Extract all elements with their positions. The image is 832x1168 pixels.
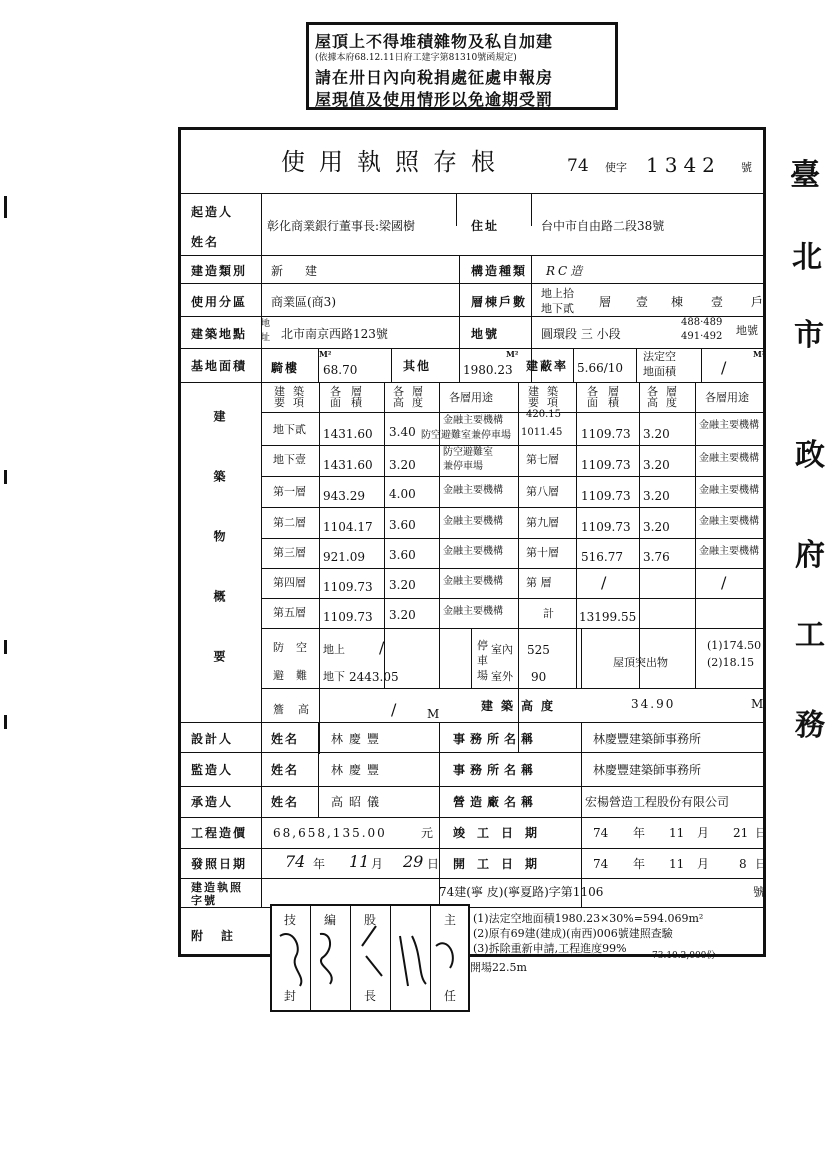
col-line	[573, 348, 574, 382]
supervisor-office: 林慶豐建築師事務所	[593, 763, 702, 777]
unit-month: 月	[697, 857, 710, 871]
parking-indoor-label: 室內	[491, 643, 513, 656]
remark-3: (3)拆除重新申請,工程進度99%	[473, 942, 627, 955]
row-line	[181, 907, 763, 908]
floor-area: 1431.60	[323, 458, 373, 472]
lot-numbers-bottom: 491·492	[681, 331, 723, 342]
eave-label: 簷高	[273, 703, 323, 716]
location-label: 建築地點	[191, 327, 248, 341]
handwritten-signatures	[272, 906, 468, 1010]
remark-2: (2)原有69建(建成)(南西)006號建照查驗	[473, 927, 673, 940]
floor-height: 3.40	[389, 425, 416, 439]
floor-area: /	[601, 573, 607, 592]
start-date-label: 開工日期	[453, 857, 550, 871]
floor-height: 4.00	[389, 487, 416, 501]
row-line	[261, 445, 763, 446]
approval-cell: 股	[364, 913, 377, 927]
applicant-address: 台中市自由路二段38號	[541, 219, 665, 233]
roof-value-2: (2)18.15	[707, 656, 755, 669]
supervisor-label: 監造人	[191, 763, 234, 777]
floor-area: 921.09	[323, 550, 365, 564]
lot-numbers-top: 488·489	[681, 317, 723, 328]
permit-label: 建造執照	[191, 881, 243, 894]
floor-name: 第八層	[526, 485, 559, 498]
floors-col-area: 各層面積	[330, 385, 372, 409]
permit-suffix-ref: 號	[753, 885, 766, 899]
floor-use: 金融主要機構	[699, 485, 759, 496]
floor-use: 金融主要機構	[443, 546, 503, 557]
floor-height: 3.20	[643, 520, 670, 534]
remark-1: (1)法定空地面積1980.23×30%=594.069m²	[473, 912, 704, 925]
floors-col-height: 各層高度	[393, 385, 431, 409]
floor-use: 金融主要機構	[699, 516, 759, 527]
approval-cell: 任	[444, 989, 457, 1003]
zoning-value: 商業區(商3)	[271, 295, 336, 309]
floor-name: 第三層	[273, 546, 306, 559]
floor-area: 1109.73	[323, 580, 373, 594]
floor-area: 1109.73	[323, 610, 373, 624]
row-line	[181, 817, 763, 818]
permit-label-2: 字號	[191, 894, 217, 907]
col-line	[581, 628, 582, 688]
notice-stamp	[306, 22, 618, 110]
parking-outdoor: 90	[531, 670, 547, 684]
col-line	[439, 722, 440, 907]
contractor-company: 宏楊營造工程股份有限公司	[585, 795, 730, 809]
col-line	[518, 628, 519, 688]
floors-col-item-right: 建築要項	[528, 385, 566, 409]
stamp-line-3: 請在卅日內向稅捐處征處申報房	[315, 68, 554, 87]
floor-use: 防空避難室	[443, 447, 493, 458]
floors-col-item: 建築要項	[274, 385, 312, 409]
row-line	[181, 878, 763, 879]
unit-day: 日	[427, 857, 440, 871]
permit-form	[178, 127, 766, 957]
margin-char: 工	[795, 618, 825, 653]
col-line	[636, 348, 637, 382]
floor-extra-note: 420.15	[526, 409, 561, 420]
floor-use: 金融主要機構	[699, 453, 759, 464]
margin-char: 務	[795, 708, 825, 743]
floor-name: 第 層	[526, 576, 552, 589]
row-line	[181, 255, 763, 256]
edge-mark	[4, 640, 7, 654]
parking-indoor: 525	[527, 643, 550, 657]
unit-year: 年	[633, 857, 646, 871]
building-height-label: 建築高度	[481, 699, 562, 713]
cost-label: 工程造價	[191, 826, 248, 840]
floor-use: 金融主要機構	[443, 485, 503, 496]
building-height: 34.90	[631, 697, 676, 711]
row-line	[181, 348, 763, 349]
form-title: 使用執照存根	[281, 148, 509, 176]
row-line	[261, 476, 763, 477]
roof-value-1: (1)174.50	[707, 639, 762, 652]
permit-number: 1342	[646, 153, 721, 177]
lot-label: 地號	[471, 327, 500, 341]
floor-area: 1431.60	[323, 427, 373, 441]
col-line	[456, 193, 457, 226]
supervisor-name: 林慶豐	[331, 763, 386, 777]
floor-name: 第九層	[526, 516, 559, 529]
row-line	[181, 722, 763, 723]
issue-day: 29	[403, 852, 424, 871]
floor-use: 金融主要機構	[443, 576, 503, 587]
location-zhi: 地	[261, 319, 271, 329]
unit-year: 年	[633, 826, 646, 840]
floor-name: 第四層	[273, 576, 306, 589]
designer-office-label: 事務所名稱	[453, 732, 539, 746]
open-space-label-2: 地面積	[643, 365, 676, 378]
floor-height: 3.20	[643, 489, 670, 503]
approval-cell: 長	[364, 989, 377, 1003]
floor-area: 516.77	[581, 550, 623, 564]
floor-name: 地下壹	[273, 453, 306, 466]
floor-area: 1109.73	[581, 489, 631, 503]
row-line	[261, 412, 763, 413]
col-line	[531, 193, 532, 226]
col-line	[459, 348, 460, 382]
supervisor-office-label: 事務所名稱	[453, 763, 539, 777]
contractor-company-label: 營造廠名稱	[453, 795, 539, 809]
completion-month: 11	[669, 826, 685, 840]
arcade-area: 68.70	[323, 363, 358, 377]
designer-label: 設計人	[191, 732, 234, 746]
stamp-line-4: 屋現值及使用情形以免逾期受罰	[315, 90, 554, 109]
edge-mark	[4, 196, 7, 218]
floor-height: 3.20	[389, 458, 416, 472]
margin-char: 政	[795, 438, 825, 473]
floor-height: 3.76	[643, 550, 670, 564]
category-label: 建造類別	[191, 264, 248, 278]
floor-total-label: 計	[543, 607, 554, 620]
floors-col-area-right: 各層面積	[587, 385, 629, 409]
open-space-label: 法定空	[643, 350, 676, 363]
building-count: 壹	[636, 295, 649, 309]
col-line	[319, 382, 320, 754]
print-info: 73.10.2,000份	[652, 951, 716, 961]
shelter-label: 防空	[273, 641, 319, 654]
floor-height: 3.60	[389, 548, 416, 562]
shelter-below: 2443.05	[349, 670, 399, 684]
unit-m2: M²	[319, 349, 332, 359]
floor-use-2: 兼停車場	[443, 461, 483, 472]
stamp-line-2: (依據本府68.12.11日府工建字第81310號函規定)	[315, 53, 517, 63]
shelter-label-2: 避難	[273, 669, 319, 682]
row-line	[261, 538, 763, 539]
shelter-above: /	[379, 638, 385, 657]
col-line	[261, 193, 262, 907]
row-line	[181, 316, 763, 317]
floors-col-use: 各層用途	[449, 391, 493, 404]
address-label: 住址	[471, 219, 500, 233]
row-line	[261, 507, 763, 508]
unit-day: 日	[755, 857, 768, 871]
start-month: 11	[669, 857, 685, 871]
coverage-label: 建蔽率	[526, 359, 569, 373]
floors-col-use-right: 各層用途	[705, 391, 749, 404]
unit-m2: M²	[506, 349, 519, 359]
completion-day: 21	[733, 826, 749, 840]
floor-height: 3.20	[643, 427, 670, 441]
unit-year: 年	[313, 857, 326, 871]
row-line	[181, 193, 763, 194]
shelter-above-label: 地上	[323, 643, 345, 656]
col-line	[576, 382, 577, 688]
unit-month: 月	[371, 857, 384, 871]
cost-value: 68,658,135.00	[273, 826, 387, 840]
floor-height: 3.20	[389, 578, 416, 592]
permit-year: 74	[567, 156, 589, 176]
floor-name: 第二層	[273, 516, 306, 529]
floors-count-label: 層棟戶數	[471, 295, 528, 309]
col-line	[391, 348, 392, 382]
floor-name: 第五層	[273, 606, 306, 619]
coverage-ratio: 5.66/10	[577, 361, 624, 375]
building-height-unit: M	[751, 697, 764, 711]
shelter-below-label: 地下	[323, 670, 345, 683]
remarks-label: 附註	[191, 929, 252, 943]
designer-name: 林慶豐	[331, 732, 386, 746]
completion-year: 74	[593, 826, 609, 840]
location-address: 北市南京西路123號	[281, 327, 388, 341]
col-line	[639, 382, 640, 688]
structure-value: RC造	[546, 264, 586, 278]
eave-unit: M	[427, 707, 440, 721]
issue-month: 11	[349, 852, 370, 871]
margin-char: 府	[795, 538, 825, 573]
lot-suffix: 地號	[736, 324, 758, 337]
parking-outdoor-label: 室外	[491, 670, 513, 683]
unit-count: 壹	[711, 295, 724, 309]
row-line	[181, 382, 763, 383]
contractor-name: 高昭儀	[331, 795, 386, 809]
row-line	[181, 848, 763, 849]
approval-cell: 主	[444, 913, 457, 927]
col-line	[695, 382, 696, 688]
other-label: 其他	[403, 359, 432, 373]
remark-4: 開場22.5m	[470, 961, 527, 974]
permit-number-ref: 74建(寧 皮)(寧夏路)字第1106	[439, 885, 604, 899]
start-day: 8	[739, 857, 747, 871]
floor-area: 1109.73	[581, 520, 631, 534]
category-value: 新建	[271, 264, 340, 278]
edge-mark	[4, 715, 7, 729]
issue-year: 74	[285, 852, 306, 871]
floor-use: 金融主要機構	[443, 606, 503, 617]
col-line	[318, 722, 319, 817]
applicant-name: 彰化商業銀行董事長:梁國樹	[267, 219, 416, 233]
approval-cell: 技	[284, 913, 297, 927]
floor-name: 第七層	[526, 453, 559, 466]
supervisor-name-label: 姓名	[271, 763, 300, 777]
site-area-label: 基地面積	[191, 359, 248, 373]
floor-unit: 層	[599, 295, 612, 309]
floor-use-2: 防空避難室兼停車場	[421, 430, 511, 441]
lot-section: 圓環段 三 小段	[541, 327, 621, 341]
row-line	[261, 598, 763, 599]
applicant-label: 起造人	[191, 205, 234, 219]
floor-area: 1109.73	[581, 427, 631, 441]
unit-day: 日	[755, 826, 768, 840]
approval-cell: 編	[324, 913, 337, 927]
building-unit: 棟	[671, 295, 684, 309]
parking-label: 停車場	[477, 639, 488, 682]
floors-below: 地下貳	[541, 302, 574, 315]
permit-prefix: 使字	[605, 161, 627, 174]
contractor-label: 承造人	[191, 795, 234, 809]
row-line	[261, 628, 763, 629]
cost-unit: 元	[421, 826, 434, 840]
floor-height: 3.20	[389, 608, 416, 622]
row-line	[181, 786, 763, 787]
floor-use: 金融主要機構	[699, 420, 759, 431]
floor-area: 943.29	[323, 489, 365, 503]
stamp-line-1: 屋頂上不得堆積雜物及私自加建	[315, 32, 554, 51]
designer-name-label: 姓名	[271, 732, 300, 746]
other-area: 1980.23	[463, 363, 513, 377]
issue-date-label: 發照日期	[191, 857, 248, 871]
col-line	[581, 722, 582, 848]
col-line	[439, 382, 440, 688]
floor-use: 金融主要機構	[699, 546, 759, 557]
row-line	[181, 752, 763, 753]
zoning-label: 使用分區	[191, 295, 248, 309]
margin-char: 臺	[790, 158, 820, 193]
floor-extra-note-2: 1011.45	[521, 427, 563, 438]
floor-name: 地下貳	[273, 423, 306, 436]
unit-month: 月	[697, 826, 710, 840]
approval-cell: 封	[284, 989, 297, 1003]
col-line	[701, 348, 702, 382]
floor-use: /	[721, 573, 727, 592]
floor-use: 金融主要機構	[443, 415, 503, 426]
row-line	[261, 568, 763, 569]
permit-suffix: 號	[741, 161, 752, 174]
open-space-value: /	[721, 358, 727, 377]
completion-label: 竣工日期	[453, 826, 550, 840]
margin-char: 市	[794, 318, 824, 353]
building-summary-label	[213, 410, 225, 712]
col-line	[471, 628, 472, 688]
approval-box	[270, 904, 470, 1012]
row-line	[181, 283, 763, 284]
start-year: 74	[593, 857, 609, 871]
floor-use: 金融主要機構	[443, 516, 503, 527]
floor-height: 3.60	[389, 518, 416, 532]
arcade-label: 騎樓	[271, 361, 300, 375]
applicant-label-2: 姓名	[191, 235, 220, 249]
margin-char: 北	[792, 240, 822, 275]
floor-area: 1109.73	[581, 458, 631, 472]
structure-label: 構造種類	[471, 264, 528, 278]
eave-value: /	[391, 700, 397, 719]
floor-height: 3.20	[643, 458, 670, 472]
floor-area: 1104.17	[323, 520, 373, 534]
unit-label: 戶	[751, 295, 764, 309]
section-label: 建築物概要	[212, 410, 226, 710]
row-line	[261, 688, 763, 689]
unit-m2: M²	[753, 349, 766, 359]
contractor-name-label: 姓名	[271, 795, 300, 809]
edge-mark	[4, 470, 7, 484]
location-zhi-2: 址	[261, 333, 271, 343]
floor-name: 第十層	[526, 546, 559, 559]
roof-label: 屋頂突出物	[613, 656, 668, 669]
col-line	[518, 382, 519, 752]
floor-total-area: 13199.55	[579, 610, 637, 624]
floor-name: 第一層	[273, 485, 306, 498]
floors-above: 地上拾	[541, 287, 574, 300]
designer-office: 林慶豐建築師事務所	[593, 732, 702, 746]
floors-col-height-right: 各層高度	[647, 385, 685, 409]
